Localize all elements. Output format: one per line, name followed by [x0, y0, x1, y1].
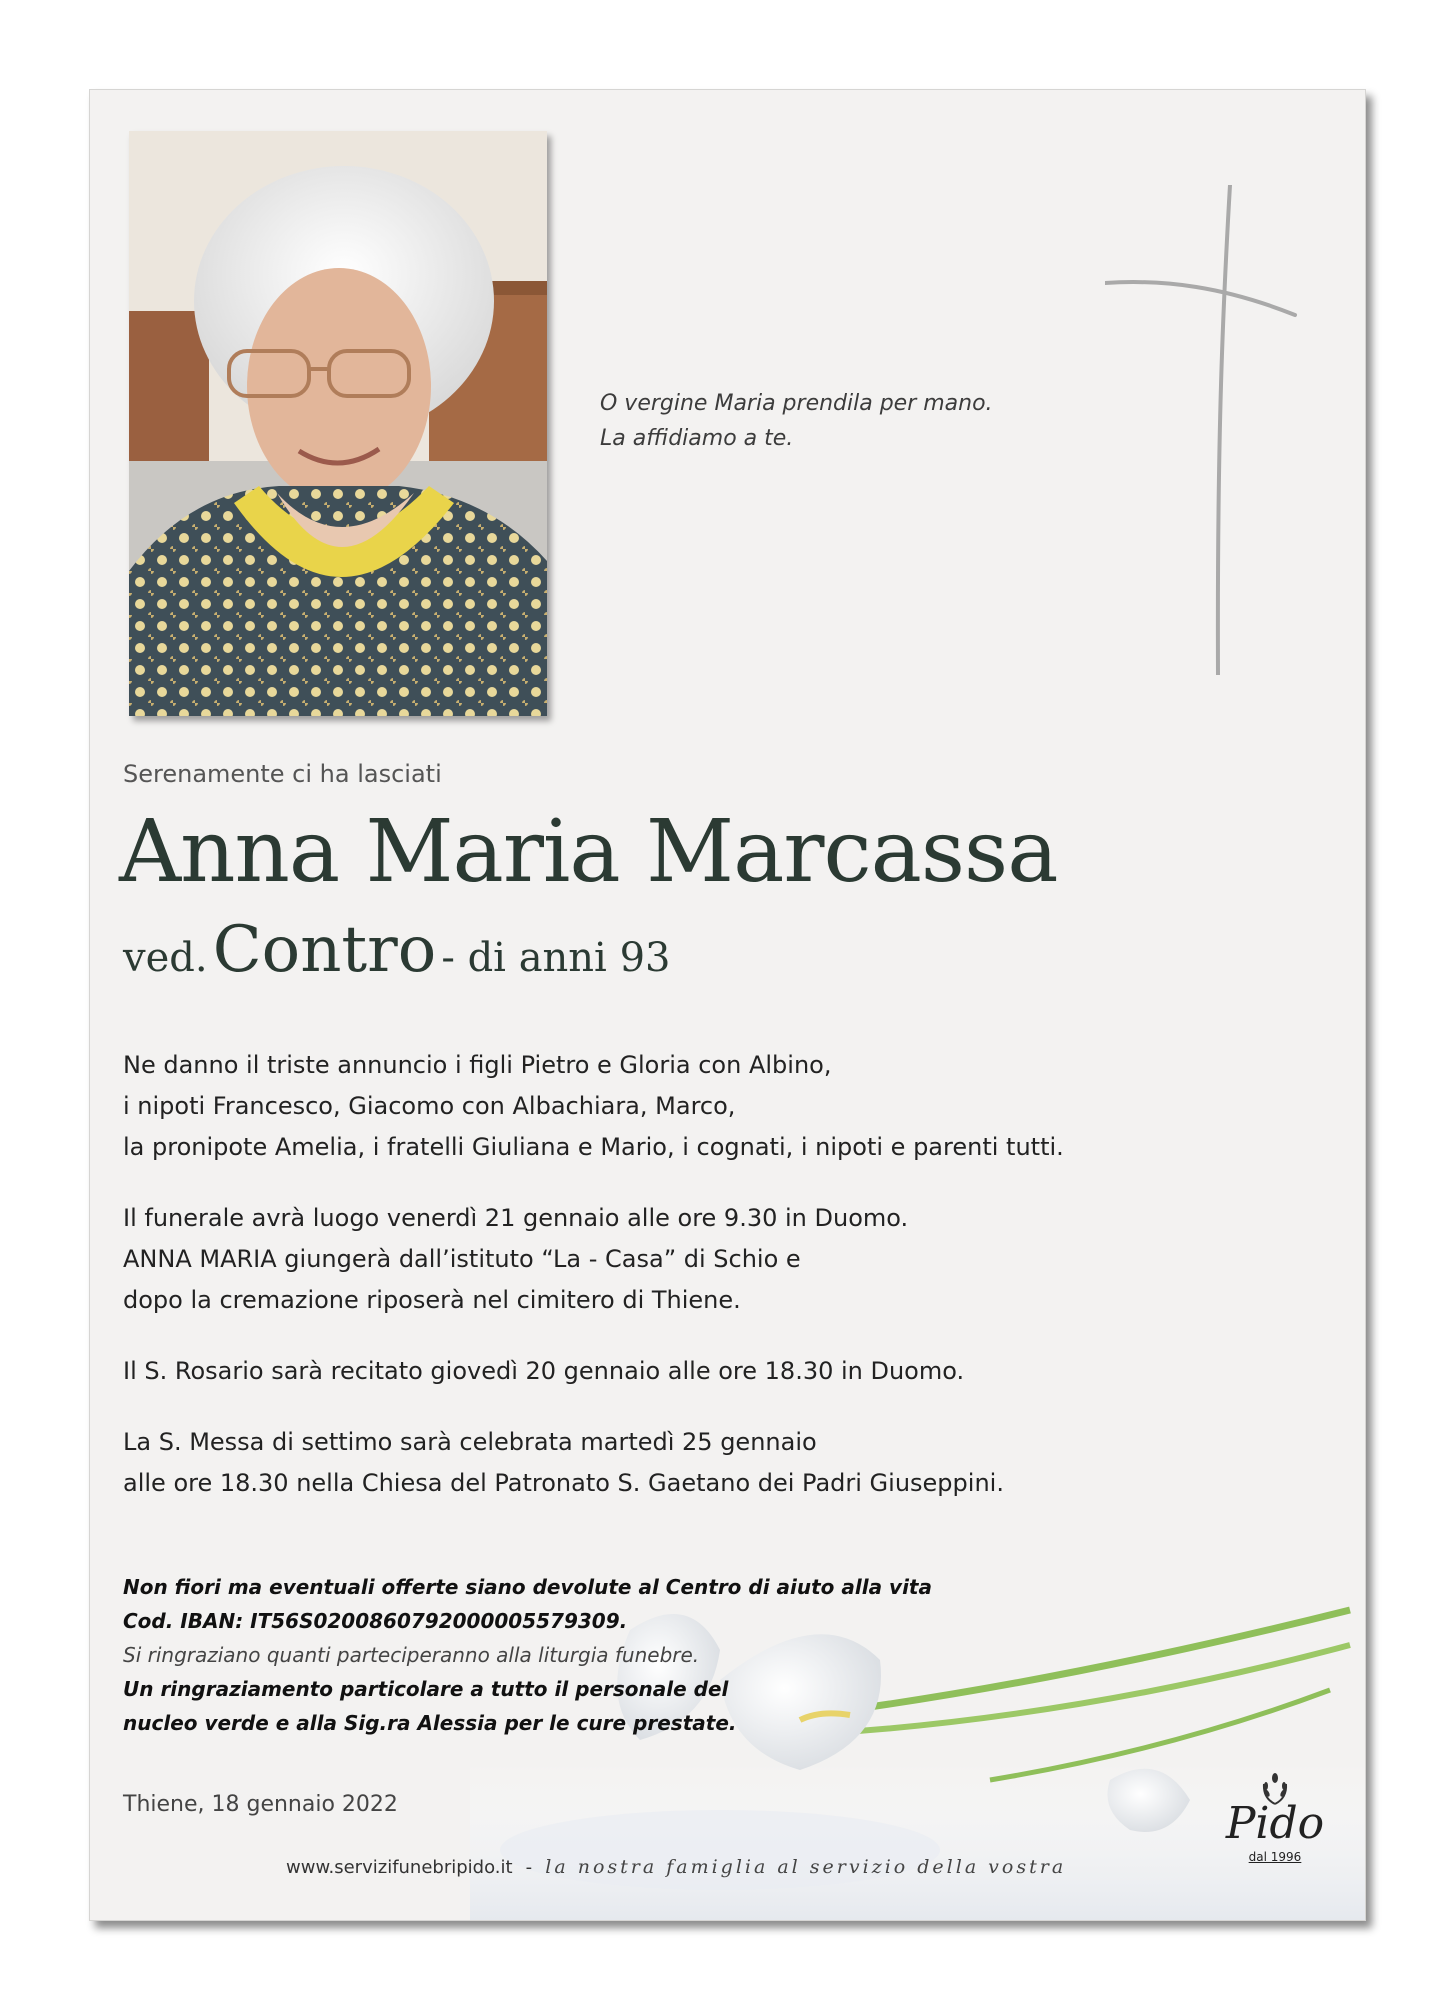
intro-text: Serenamente ci ha lasciati — [123, 760, 442, 788]
verse-line-1: O vergine Maria prendila per mano. — [600, 391, 993, 416]
announcement-line: la pronipote Amelia, i fratelli Giuliana e Mario, i cognati, i nipoti e parenti tutti. — [123, 1133, 1064, 1161]
mass-line: alle ore 18.30 nella Chiesa del Patronato S. Gaetano dei Padri Giuseppini. — [123, 1469, 1004, 1497]
verse — [600, 386, 993, 456]
deceased-subtitle — [123, 913, 670, 987]
footer-motto: la nostra famiglia al servizio della vostra — [545, 1856, 1067, 1878]
logo-brand: Pido — [1225, 1798, 1325, 1849]
place-date: Thiene, 18 gennaio 2022 — [123, 1792, 398, 1817]
logo-since: dal 1996 — [1248, 1850, 1302, 1864]
iban-note: Cod. IBAN: IT56S0200860792000005579309. — [123, 1609, 628, 1633]
thanks-staff-line-1: Un ringraziamento particolare a tutto il personale del — [123, 1677, 729, 1701]
age-text: - di anni 93 — [441, 935, 671, 981]
mass-line: La S. Messa di settimo sarà celebrata martedì 25 gennaio — [123, 1428, 817, 1456]
funeral-paragraph — [123, 1198, 1303, 1321]
funeral-line: dopo la cremazione riposerà nel cimitero di Thiene. — [123, 1286, 741, 1314]
notes — [123, 1570, 932, 1740]
funeral-line: Il funerale avrà luogo venerdì 21 gennaio alle ore 9.30 in Duomo. — [123, 1204, 909, 1232]
portrait-photo — [129, 131, 547, 716]
married-surname: Contro — [212, 913, 437, 987]
donation-note: Non fiori ma eventuali offerte siano devolute al Centro di aiuto alla vita — [123, 1575, 932, 1599]
announcement-paragraph — [123, 1045, 1303, 1168]
announcement-line: Ne danno il triste annuncio i figli Pietro e Gloria con Albino, — [123, 1051, 832, 1079]
pido-logo — [1220, 1772, 1330, 1864]
widow-prefix: ved. — [123, 935, 208, 981]
rosary-paragraph — [123, 1351, 1303, 1392]
obituary-card — [89, 89, 1366, 1921]
mass-paragraph — [123, 1422, 1303, 1504]
website-link[interactable]: www.servizifunebripido.it — [286, 1857, 513, 1878]
cross-icon — [1105, 185, 1305, 675]
announcement-line: i nipoti Francesco, Giacomo con Albachiara, Marco, — [123, 1092, 736, 1120]
funeral-line: ANNA MARIA giungerà dall’istituto “La - Casa” di Schio e — [123, 1245, 801, 1273]
footer-separator: - — [525, 1857, 533, 1878]
deceased-name: Anna Maria Marcassa — [119, 802, 1058, 902]
footer — [286, 1856, 1066, 1878]
thanks-liturgy-note: Si ringraziano quanti parteciperanno alla liturgia funebre. — [123, 1643, 700, 1667]
verse-line-2: La affidiamo a te. — [600, 426, 794, 451]
obituary-body — [123, 1045, 1303, 1534]
rosary-line: Il S. Rosario sarà recitato giovedì 20 gennaio alle ore 18.30 in Duomo. — [123, 1357, 965, 1385]
thanks-staff-line-2: nucleo verde e alla Sig.ra Alessia per le cure prestate. — [123, 1711, 737, 1735]
